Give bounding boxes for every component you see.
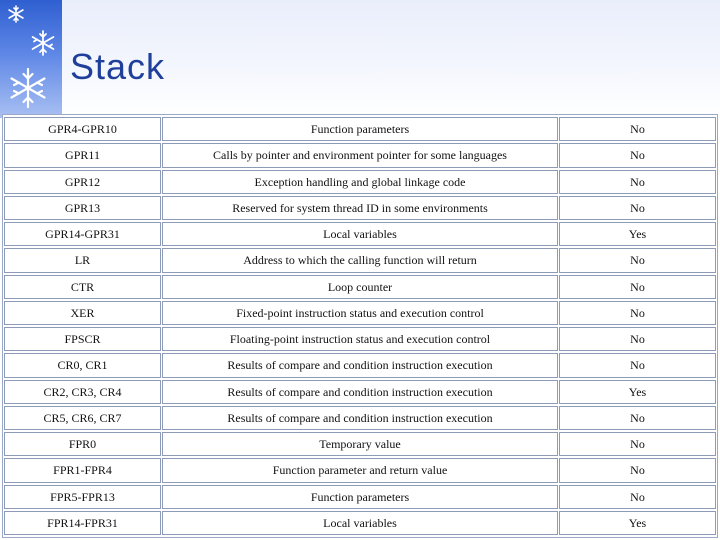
table-row	[4, 196, 716, 220]
usage-cell: Temporary value	[162, 432, 558, 456]
usage-cell: Function parameters	[162, 117, 558, 141]
table-row	[4, 327, 716, 351]
usage-cell: Exception handling and global linkage code	[162, 170, 558, 194]
snowflake-icon	[28, 28, 58, 58]
table-row	[4, 353, 716, 377]
preserved-cell: No	[559, 485, 716, 509]
table-row	[4, 248, 716, 272]
preserved-cell: Yes	[559, 511, 716, 535]
table-row	[4, 380, 716, 404]
usage-cell: Address to which the calling function will return	[162, 248, 558, 272]
register-cell: CR2, CR3, CR4	[4, 380, 161, 404]
preserved-cell: No	[559, 327, 716, 351]
page-title: Stack	[70, 46, 166, 87]
preserved-cell: No	[559, 117, 716, 141]
preserved-cell: No	[559, 301, 716, 325]
table-row	[4, 458, 716, 482]
usage-cell: Function parameter and return value	[162, 458, 558, 482]
preserved-cell: No	[559, 196, 716, 220]
table-row	[4, 406, 716, 430]
usage-cell: Fixed-point instruction status and execution control	[162, 301, 558, 325]
preserved-cell: No	[559, 458, 716, 482]
table-row	[4, 170, 716, 194]
preserved-cell: Yes	[559, 380, 716, 404]
table-row	[4, 511, 716, 535]
preserved-cell: No	[559, 432, 716, 456]
preserved-cell: No	[559, 170, 716, 194]
register-cell: FPR1-FPR4	[4, 458, 161, 482]
usage-cell: Loop counter	[162, 275, 558, 299]
register-cell: GPR4-GPR10	[4, 117, 161, 141]
table-row	[4, 432, 716, 456]
preserved-cell: No	[559, 353, 716, 377]
snowflake-icon	[6, 4, 26, 24]
preserved-cell: No	[559, 406, 716, 430]
preserved-cell: No	[559, 275, 716, 299]
register-table-container	[2, 114, 718, 538]
table-row	[4, 275, 716, 299]
usage-cell: Local variables	[162, 511, 558, 535]
register-cell: GPR11	[4, 143, 161, 167]
register-cell: CR5, CR6, CR7	[4, 406, 161, 430]
preserved-cell: No	[559, 248, 716, 272]
usage-cell: Calls by pointer and environment pointer for some languages	[162, 143, 558, 167]
usage-cell: Reserved for system thread ID in some environments	[162, 196, 558, 220]
usage-cell: Floating-point instruction status and execution control	[162, 327, 558, 351]
snowflake-icon	[6, 66, 50, 110]
preserved-cell: Yes	[559, 222, 716, 246]
usage-cell: Function parameters	[162, 485, 558, 509]
register-table	[3, 115, 717, 537]
usage-cell: Results of compare and condition instruction execution	[162, 380, 558, 404]
register-cell: FPR0	[4, 432, 161, 456]
register-cell: GPR14-GPR31	[4, 222, 161, 246]
table-row	[4, 117, 716, 141]
register-cell: CTR	[4, 275, 161, 299]
table-row	[4, 222, 716, 246]
register-cell: FPR5-FPR13	[4, 485, 161, 509]
register-cell: CR0, CR1	[4, 353, 161, 377]
table-row	[4, 301, 716, 325]
register-cell: FPSCR	[4, 327, 161, 351]
table-row	[4, 143, 716, 167]
register-cell: LR	[4, 248, 161, 272]
preserved-cell: No	[559, 143, 716, 167]
register-cell: GPR13	[4, 196, 161, 220]
usage-cell: Results of compare and condition instruction execution	[162, 353, 558, 377]
register-cell: FPR14-FPR31	[4, 511, 161, 535]
usage-cell: Local variables	[162, 222, 558, 246]
register-cell: XER	[4, 301, 161, 325]
table-row	[4, 485, 716, 509]
register-cell: GPR12	[4, 170, 161, 194]
usage-cell: Results of compare and condition instruction execution	[162, 406, 558, 430]
